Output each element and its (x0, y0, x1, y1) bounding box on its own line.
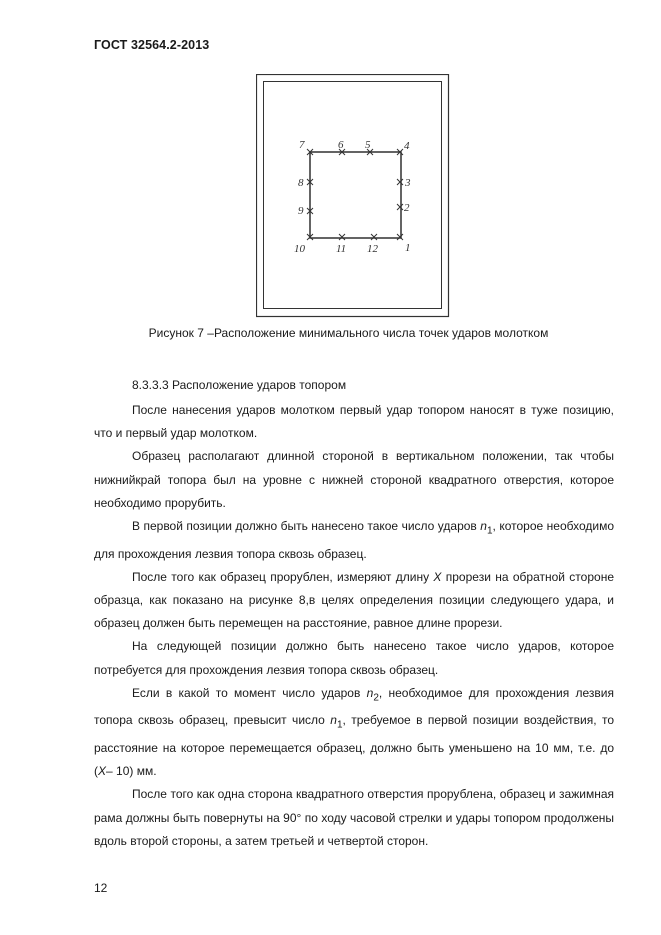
paragraph-7: После того как одна сторона квадратного отверстия прорублена, образец и зажимная рама должны быть повернуты на 90° по ходу часовой стрелки и удары топором продолжены вдоль второй стороны, а затем третьей и четвертой сторон. (94, 787, 614, 848)
impact-marks (307, 149, 403, 240)
impact-square (310, 152, 401, 238)
point-label-12: 12 (367, 243, 378, 255)
impact-mark-1 (397, 234, 403, 240)
body-text (94, 399, 614, 853)
point-label-2: 2 (404, 202, 410, 214)
paragraph-5: На следующей позиции должно быть нанесено такое число ударов, которое потребуется для прохождения лезвия топора сквозь образец. (94, 639, 614, 677)
impact-mark-12 (371, 234, 377, 240)
paragraph-1: После нанесения ударов молотком первый удар топором наносят в туже позицию, что и первый удар молотком. (94, 403, 614, 441)
page-number: 12 (94, 881, 108, 895)
inner-frame (264, 82, 442, 309)
point-label-1: 1 (405, 242, 411, 254)
impact-mark-11 (339, 234, 345, 240)
figure-caption: Рисунок 7 –Расположение минимального числа точек ударов молотком (148, 326, 549, 340)
point-label-4: 4 (404, 140, 410, 152)
point-label-8: 8 (298, 177, 304, 189)
outer-frame (257, 75, 449, 317)
paragraph-4: После того как образец прорублен, измеряют длину X прорези на обратной стороне образца, как показано на рисунке 8,в целях определения позиции следующего удара, и образец должен быть перемещен на расстояние, равное длине прорези. (94, 569, 614, 631)
point-label-5: 5 (365, 139, 371, 151)
paragraph-6: Если в какой то момент число ударов $n_2$, необходимое для прохождения лезвия топора сквозь образец, превысит число $n_1$, требуемое в первой позиции воздействия, то расстояние на которое перемещается образец, должно быть уменьшено на 10 мм, т.е. до (X– 10) мм. (94, 685, 614, 779)
impact-mark-3 (397, 179, 403, 185)
document-header: ГОСТ 32564.2-2013 (94, 38, 210, 52)
point-label-9: 9 (298, 205, 304, 217)
hammer-impact-diagram (256, 74, 450, 318)
point-label-10: 10 (294, 243, 305, 255)
point-label-3: 3 (405, 177, 411, 189)
point-label-6: 6 (338, 139, 344, 151)
paragraph-3: В первой позиции должно быть нанесено такое число ударов $n_1$, которое необходимо для прохождения лезвия топора сквозь образец. (94, 519, 614, 561)
paragraph-2: Образец располагают длинной стороной в вертикальном положении, так чтобы нижнийкрай топора был на уровне с нижней стороной квадратного отверстия, которое необходимо прорубить. (94, 449, 614, 510)
impact-mark-2 (397, 204, 403, 210)
point-label-7: 7 (299, 139, 305, 151)
point-label-11: 11 (336, 243, 347, 255)
section-heading: 8.3.3.3 Расположение ударов топором (132, 378, 347, 392)
